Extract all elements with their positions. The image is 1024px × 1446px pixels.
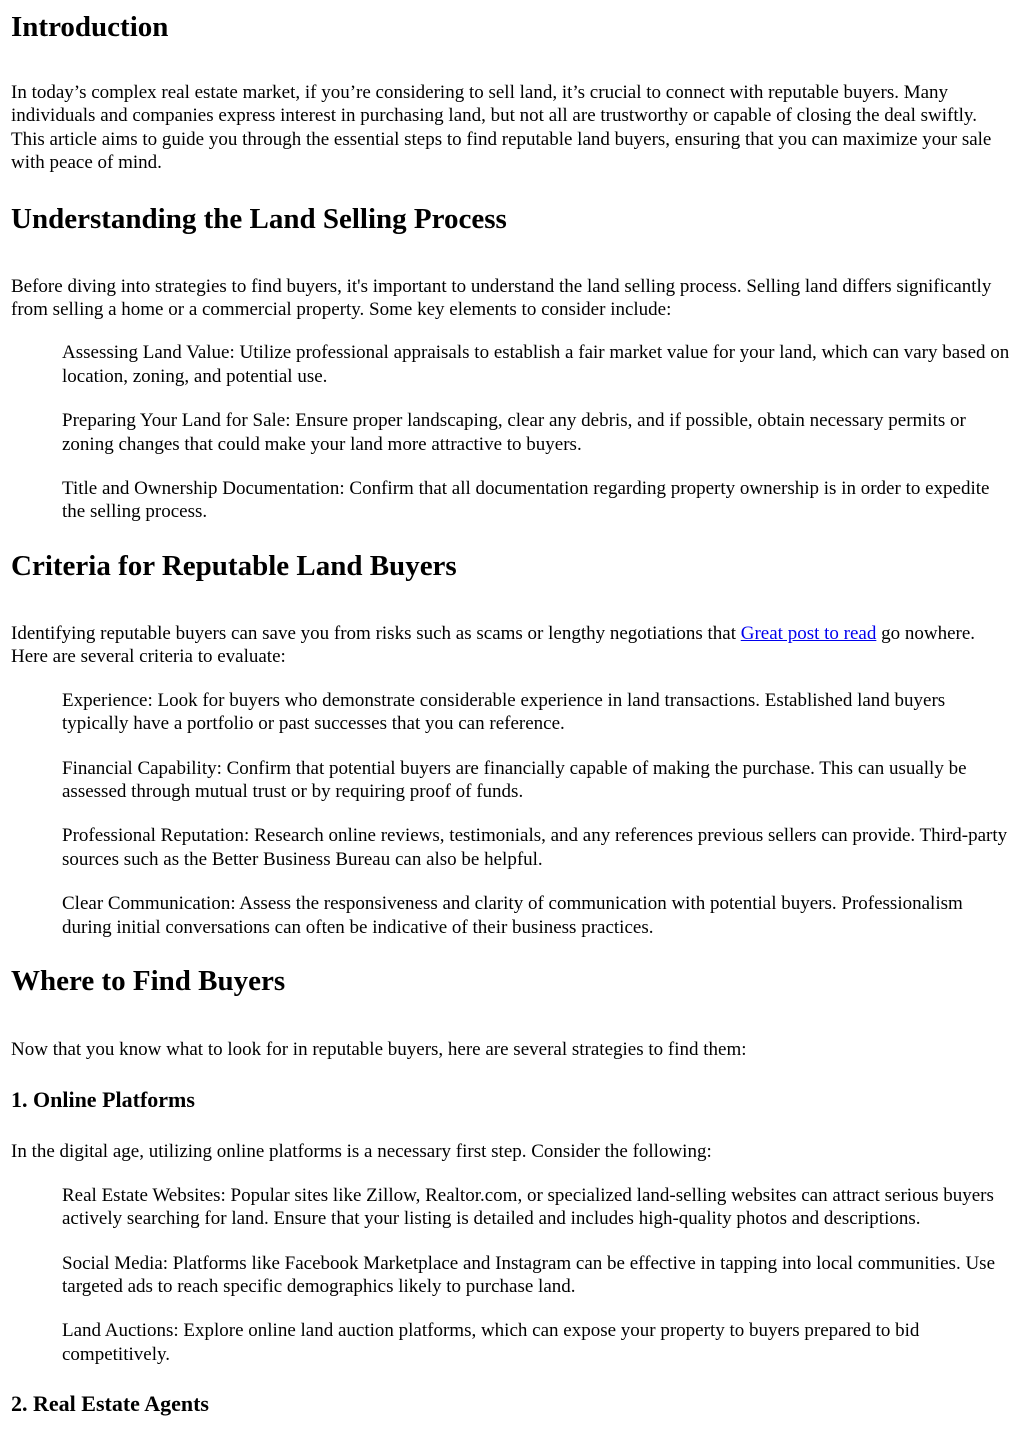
- criteria-item-experience: Experience: Look for buyers who demonstrate considerable experience in land transactions. Established land buyers typically have a portfolio or past successes that you can reference.: [62, 689, 946, 735]
- heading-real-estate-agents: 2. Real Estate Agents: [11, 1391, 209, 1417]
- intro-paragraph: In today’s complex real estate market, if you’re considering to sell land, it’s crucial to connect with reputable buyers. Many individuals and companies express interest in purchasing land, but not all are trustworthy or capable of closing the deal swiftly. This article aims to guide you through the essential steps to find reputable land buyers, ensuring that you can maximize your sale with peace of mind.: [11, 82, 992, 174]
- heading-land-selling-process: Understanding the Land Selling Process: [11, 202, 507, 235]
- criteria-paragraph: [11, 622, 1014, 669]
- online-paragraph: In the digital age, utilizing online platforms is a necessary first step. Consider the following:: [11, 1141, 712, 1163]
- process-item-title-documentation: Title and Ownership Documentation: Confirm that all documentation regarding property ownership is in order to expedite the selling process.: [62, 478, 990, 523]
- process-item-preparing-land: Preparing Your Land for Sale: Ensure proper landscaping, clear any debris, and if possible, obtain necessary permits or zoning changes that could make your land more attractive to buyers.: [62, 410, 966, 455]
- heading-where-to-find-buyers: Where to Find Buyers: [11, 964, 286, 997]
- heading-criteria: Criteria for Reputable Land Buyers: [11, 549, 457, 582]
- process-paragraph: Before diving into strategies to find buyers, it's important to understand the land selling process. Selling land differs significantly from selling a home or a commercial property. Some key elements to consider include:: [11, 275, 992, 321]
- criteria-paragraph-start: Identifying reputable buyers can save you from risks such as scams or lengthy negotiations that: [11, 622, 741, 644]
- process-item-land-value: Assessing Land Value: Utilize professional appraisals to establish a fair market value for your land, which can vary based on location, zoning, and potential use.: [62, 342, 1010, 387]
- where-paragraph: Now that you know what to look for in reputable buyers, here are several strategies to find them:: [11, 1038, 747, 1060]
- online-item-social-media: Social Media: Platforms like Facebook Marketplace and Instagram can be effective in tapping into local communities. Use targeted ads to reach specific demographics likely to purchase land.: [62, 1252, 996, 1297]
- online-item-auctions: Land Auctions: Explore online land auction platforms, which can expose your property to buyers prepared to bid competitively.: [62, 1320, 920, 1365]
- heading-introduction: Introduction: [11, 11, 169, 43]
- criteria-paragraph-end: go nowhere. Here are several criteria to evaluate:: [11, 622, 976, 668]
- online-item-websites: Real Estate Websites: Popular sites like Zillow, Realtor.com, or specialized land-selling websites can attract serious buyers actively searching for land. Ensure that your listing is detailed and includes high-quality photos and descriptions.: [62, 1184, 994, 1230]
- criteria-item-communication: Clear Communication: Assess the responsiveness and clarity of communication with potential buyers. Professionalism during initial conversations can often be indicative of their business practices.: [62, 893, 963, 938]
- great-post-link[interactable]: Great post to read: [740, 622, 877, 644]
- criteria-item-reputation: Professional Reputation: Research online reviews, testimonials, and any references previous sellers can provide. Third-party sources such as the Better Business Bureau can also be helpful.: [62, 825, 1008, 870]
- criteria-item-financial: Financial Capability: Confirm that potential buyers are financially capable of making the purchase. This can usually be assessed through mutual trust or by requiring proof of funds.: [62, 757, 967, 802]
- heading-online-platforms: 1. Online Platforms: [11, 1087, 195, 1113]
